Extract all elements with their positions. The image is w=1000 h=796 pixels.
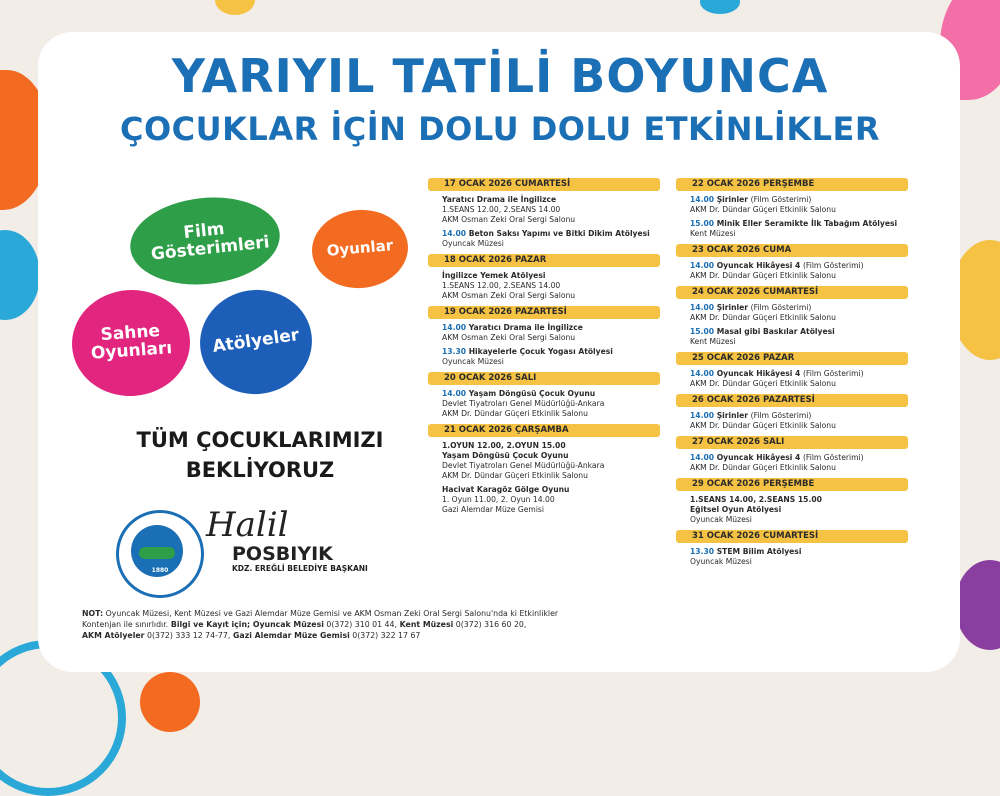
event-title — [690, 495, 908, 505]
slogan-line-1: TÜM ÇOCUKLARIMIZI — [136, 428, 384, 452]
event-time: 14.00 — [690, 303, 715, 312]
day-date-header: 18 OCAK 2026 PAZAR — [428, 254, 660, 267]
event-title — [442, 323, 660, 333]
schedule-day — [428, 306, 660, 367]
event-location: Kent Müzesi — [690, 337, 736, 346]
event-item — [428, 271, 660, 301]
event-title — [690, 261, 908, 271]
schedule-day — [428, 424, 660, 515]
event-item — [676, 453, 908, 473]
mayor-name: POSBIYIK — [232, 543, 333, 565]
event-title-text: Beton Saksı Yapımı ve Bitki Dikim Atölyesi — [468, 229, 650, 238]
event-type-note: (Film Gösterimi) — [802, 369, 864, 378]
event-item — [428, 347, 660, 367]
seal-wave-icon — [139, 547, 175, 559]
note-info-label: Bilgi ve Kayıt için; Oyuncak Müzesi — [168, 620, 324, 629]
note-phone-akm: 0(372) 333 12 74-77, — [144, 631, 231, 640]
schedule-day — [428, 178, 660, 249]
schedule-day — [676, 178, 908, 239]
event-detail: 1. Oyun 11.00, 2. Oyun 14.00 — [442, 495, 555, 504]
event-type-note: (Film Gösterimi) — [802, 261, 864, 270]
seal-year: 1880 — [151, 567, 169, 574]
event-time: 15.00 — [690, 219, 715, 228]
bubble-film-label: Film Gösterimleri — [150, 219, 271, 265]
note-line-2: Kontenjan ile sınırlıdır. — [82, 620, 169, 629]
event-location: AKM Dr. Dündar Güçeri Etkinlik Salonu — [442, 409, 588, 418]
event-title-text: Şirinler — [716, 411, 749, 420]
bubble-atolyeler-label: Atölyeler — [211, 325, 301, 358]
schedule-day — [428, 372, 660, 419]
event-item — [428, 229, 660, 249]
event-title — [442, 389, 660, 399]
event-title-text: Minik Eller Seramikte İlk Tabağım Atölyesi — [716, 219, 898, 228]
day-date-header: 25 OCAK 2026 PAZAR — [676, 352, 908, 365]
event-title — [442, 195, 660, 205]
event-location: Oyuncak Müzesi — [690, 557, 752, 566]
event-location: Oyuncak Müzesi — [690, 515, 752, 524]
note-akm-label: AKM Atölyeler — [82, 631, 145, 640]
event-title — [690, 327, 908, 337]
event-item — [676, 261, 908, 281]
event-title — [690, 547, 908, 557]
day-date-header: 23 OCAK 2026 CUMA — [676, 244, 908, 257]
day-date-header: 19 OCAK 2026 PAZARTESİ — [428, 306, 660, 319]
event-item — [428, 195, 660, 225]
event-title-text: Yaratıcı Drama ile İngilizce — [468, 323, 583, 332]
note-gemi-label: Gazi Alemdar Müze Gemisi — [230, 631, 350, 640]
event-title-text: Yaşam Döngüsü Çocuk Oyunu — [468, 389, 596, 398]
event-type-note: (Film Gösterimi) — [750, 303, 812, 312]
event-title — [690, 453, 908, 463]
day-date-header: 26 OCAK 2026 PAZARTESİ — [676, 394, 908, 407]
note-phone-gemi: 0(372) 322 17 67 — [349, 631, 421, 640]
mayor-signature: Halil — [206, 505, 289, 545]
deco-blue-blob — [0, 230, 40, 320]
event-title-text: Oyuncak Hikâyesi 4 — [716, 261, 801, 270]
event-time: 15.00 — [690, 327, 715, 336]
event-title — [442, 229, 660, 239]
event-time: 14.00 — [442, 323, 467, 332]
schedule-day — [676, 352, 908, 389]
event-type-note: (Film Gösterimi) — [802, 453, 864, 462]
event-title-text: Oyuncak Hikâyesi 4 — [716, 369, 801, 378]
event-time: 14.00 — [442, 229, 467, 238]
event-title-text: Masal gibi Baskılar Atölyesi — [716, 327, 835, 336]
event-location: AKM Osman Zeki Oral Sergi Salonu — [442, 215, 576, 224]
event-time: 14.00 — [690, 453, 715, 462]
note-line-1: Oyuncak Müzesi, Kent Müzesi ve Gazi Alemdar Müze Gemisi ve AKM Osman Zeki Oral Sergi Salonu'nda ki Etkinlikler — [103, 609, 559, 618]
event-location: Oyuncak Müzesi — [442, 357, 504, 366]
event-type-note: (Film Gösterimi) — [750, 195, 812, 204]
deco-top-blue — [700, 0, 740, 14]
event-location: AKM Dr. Dündar Güçeri Etkinlik Salonu — [690, 271, 836, 280]
event-item — [676, 327, 908, 347]
event-title — [442, 441, 660, 451]
event-location: AKM Dr. Dündar Güçeri Etkinlik Salonu — [690, 463, 836, 472]
event-time: 13.30 — [442, 347, 467, 356]
event-title-text: İngilizce Yemek Atölyesi — [442, 271, 546, 280]
event-title — [690, 195, 908, 205]
event-title-text: Hacivat Karagöz Gölge Oyunu — [442, 485, 570, 494]
event-detail: 1.SEANS 12.00, 2.SEANS 14.00 — [442, 281, 561, 290]
event-location: AKM Dr. Dündar Güçeri Etkinlik Salonu — [690, 421, 836, 430]
event-detail: Yaşam Döngüsü Çocuk Oyunu — [442, 451, 569, 460]
event-detail: Devlet Tiyatroları Genel Müdürlüğü-Ankara — [442, 399, 605, 408]
event-time: 14.00 — [690, 195, 715, 204]
event-item — [428, 441, 660, 481]
schedule-day — [676, 244, 908, 281]
day-date-header: 17 OCAK 2026 CUMARTESİ — [428, 178, 660, 191]
event-title-text: Yaratıcı Drama ile İngilizce — [442, 195, 557, 204]
day-date-header: 24 OCAK 2026 CUMARTESİ — [676, 286, 908, 299]
event-location: Devlet Tiyatroları Genel Müdürlüğü-Ankara — [442, 461, 605, 470]
event-detail: 1.SEANS 12.00, 2.SEANS 14.00 — [442, 205, 561, 214]
event-item — [676, 219, 908, 239]
schedule-day — [676, 436, 908, 473]
slogan — [115, 425, 405, 485]
bubble-sahne-label: Sahne Oyunları — [90, 321, 173, 364]
event-title — [442, 485, 660, 495]
event-time: 14.00 — [690, 261, 715, 270]
event-time: 14.00 — [442, 389, 467, 398]
note-prefix: NOT: — [82, 609, 104, 618]
day-date-header: 29 OCAK 2026 PERŞEMBE — [676, 478, 908, 491]
event-title-text: 1.SEANS 14.00, 2.SEANS 15.00 — [690, 495, 822, 504]
bubble-oyunlar-label: Oyunlar — [325, 236, 394, 260]
event-item — [676, 303, 908, 323]
title-line-1: YARIYIL TATİLİ BOYUNCA — [171, 49, 829, 103]
event-location: Kent Müzesi — [690, 229, 736, 238]
event-item — [676, 195, 908, 215]
event-title — [690, 219, 908, 229]
schedule-column-left — [428, 178, 660, 520]
event-time: 13.30 — [690, 547, 715, 556]
event-location: Gazi Alemdar Müze Gemisi — [442, 505, 544, 514]
event-item — [428, 485, 660, 515]
event-location: Oyuncak Müzesi — [442, 239, 504, 248]
event-title-text: 1.OYUN 12.00, 2.OYUN 15.00 — [442, 441, 566, 450]
event-title — [690, 369, 908, 379]
deco-top-star — [215, 0, 255, 15]
event-time: 14.00 — [690, 411, 715, 420]
deco-purple-shape — [955, 560, 1000, 650]
title-line-2: ÇOCUKLAR İÇİN DOLU DOLU ETKİNLİKLER — [119, 110, 881, 148]
mayor-role: KDZ. EREĞLİ BELEDİYE BAŞKANI — [232, 564, 368, 573]
schedule-column-right — [676, 178, 908, 572]
event-location: AKM Dr. Dündar Güçeri Etkinlik Salonu — [690, 205, 836, 214]
schedule-day — [428, 254, 660, 301]
event-item — [676, 411, 908, 431]
event-item — [676, 369, 908, 389]
day-date-header: 31 OCAK 2026 CUMARTESİ — [676, 530, 908, 543]
event-location: AKM Osman Zeki Oral Sergi Salonu — [442, 333, 576, 342]
schedule-day — [676, 394, 908, 431]
municipality-seal-logo — [116, 510, 204, 598]
event-location: AKM Osman Zeki Oral Sergi Salonu — [442, 291, 576, 300]
slogan-line-2: BEKLİYORUZ — [185, 458, 335, 482]
schedule-day — [676, 286, 908, 347]
event-title — [690, 411, 908, 421]
event-time: 14.00 — [690, 369, 715, 378]
event-title-text: STEM Bilim Atölyesi — [716, 547, 802, 556]
event-item — [676, 547, 908, 567]
note-phone-oyuncak: 0(372) 310 01 44, — [323, 620, 397, 629]
day-date-header: 21 OCAK 2026 ÇARŞAMBA — [428, 424, 660, 437]
deco-bottom-orange — [140, 672, 200, 732]
event-location: AKM Dr. Dündar Güçeri Etkinlik Salonu — [690, 379, 836, 388]
event-title — [690, 303, 908, 313]
footer-note — [82, 608, 602, 641]
event-item — [428, 323, 660, 343]
day-date-header: 20 OCAK 2026 SALI — [428, 372, 660, 385]
note-phone-kent: 0(372) 316 60 20, — [453, 620, 527, 629]
note-kent-label: Kent Müzesi — [396, 620, 454, 629]
event-title-text: Oyuncak Hikâyesi 4 — [716, 453, 801, 462]
schedule-day — [676, 530, 908, 567]
schedule-day — [676, 478, 908, 525]
event-type-note: (Film Gösterimi) — [750, 411, 812, 420]
event-detail: Eğitsel Oyun Atölyesi — [690, 505, 782, 514]
day-date-header: 22 OCAK 2026 PERŞEMBE — [676, 178, 908, 191]
event-item — [428, 389, 660, 419]
event-item — [676, 495, 908, 525]
day-date-header: 27 OCAK 2026 SALI — [676, 436, 908, 449]
event-title — [442, 271, 660, 281]
event-title-text: Şirinler — [716, 195, 749, 204]
event-location: AKM Dr. Dündar Güçeri Etkinlik Salonu — [690, 313, 836, 322]
event-location: AKM Dr. Dündar Güçeri Etkinlik Salonu — [442, 471, 588, 480]
event-title-text: Hikayelerle Çocuk Yogası Atölyesi — [468, 347, 613, 356]
event-title — [442, 347, 660, 357]
event-title-text: Şirinler — [716, 303, 749, 312]
